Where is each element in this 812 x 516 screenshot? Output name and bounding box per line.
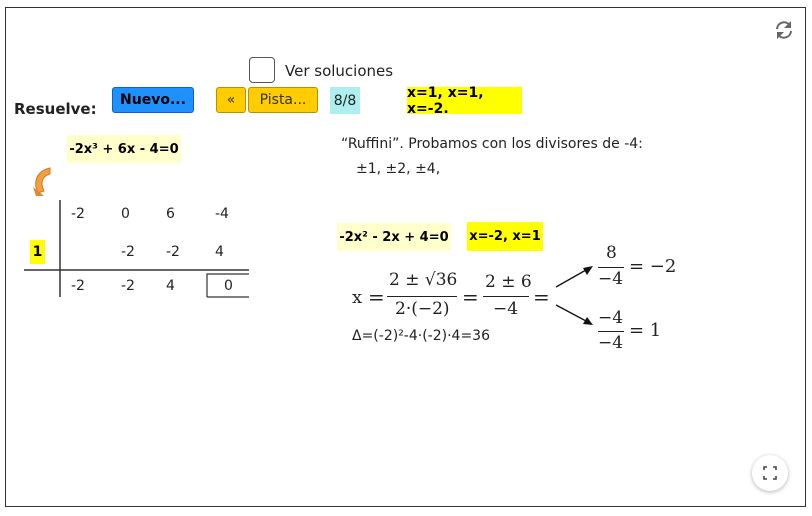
ruffini-cell: -2: [71, 278, 85, 294]
ruffini-cell: -2: [121, 244, 135, 260]
result-2-denominator: −4: [598, 333, 624, 353]
prompt-label: Resuelve:: [14, 100, 97, 118]
ruffini-cell: -2: [71, 206, 85, 222]
result-2-numerator: −4: [598, 308, 624, 328]
result-1-denominator: −4: [598, 269, 624, 289]
quadratic-roots: x=-2, x=1: [467, 222, 543, 251]
formula-equals: =: [368, 285, 385, 309]
ruffini-root: 1: [30, 240, 45, 264]
ruffini-cell: -2: [166, 244, 180, 260]
result-1-numerator: 8: [606, 243, 617, 263]
result-2-bar: [598, 331, 624, 332]
solutions-badge: x=1, x=1, x=-2.: [407, 87, 522, 114]
nuevo-button[interactable]: Nuevo...: [112, 87, 194, 113]
explanation-line-1: “Ruffini”. Probamos con los divisores de -4:: [341, 136, 643, 152]
fraction-1-numerator: 2 ± √36: [389, 270, 458, 290]
cubic-equation: -2x³ + 6x - 4=0: [67, 135, 181, 163]
ruffini-cell: 6: [166, 206, 175, 222]
ruffini-remainder: 0: [224, 278, 233, 294]
quadratic-equation: -2x² - 2x + 4=0: [337, 223, 451, 251]
ver-soluciones-label: Ver soluciones: [285, 62, 394, 80]
ruffini-cell: 4: [215, 244, 224, 260]
explanation-line-2: ±1, ±2, ±4,: [356, 161, 441, 177]
pista-button[interactable]: Pista...: [248, 87, 318, 113]
ruffini-cell: 4: [166, 278, 175, 294]
fullscreen-icon[interactable]: [752, 455, 788, 491]
fraction-2-numerator: 2 ± 6: [485, 272, 532, 292]
result-1-bar: [598, 267, 624, 268]
formula-equals-3: =: [533, 285, 550, 309]
ruffini-cell: -2: [121, 278, 135, 294]
formula-equals-2: =: [462, 285, 479, 309]
formula-x: x: [352, 287, 363, 308]
discriminant: Δ=(-2)²-4·(-2)·4=36: [352, 328, 490, 344]
ruffini-cell: -4: [215, 206, 229, 222]
fraction-2-denominator: −4: [493, 299, 519, 319]
step-counter: 8/8: [330, 87, 360, 114]
result-1-value: = −2: [629, 256, 677, 277]
fraction-1-denominator: 2·(−2): [395, 299, 450, 319]
previous-step-button[interactable]: «: [216, 87, 246, 113]
ruffini-cell: 0: [121, 206, 130, 222]
result-2-value: = 1: [629, 320, 662, 341]
